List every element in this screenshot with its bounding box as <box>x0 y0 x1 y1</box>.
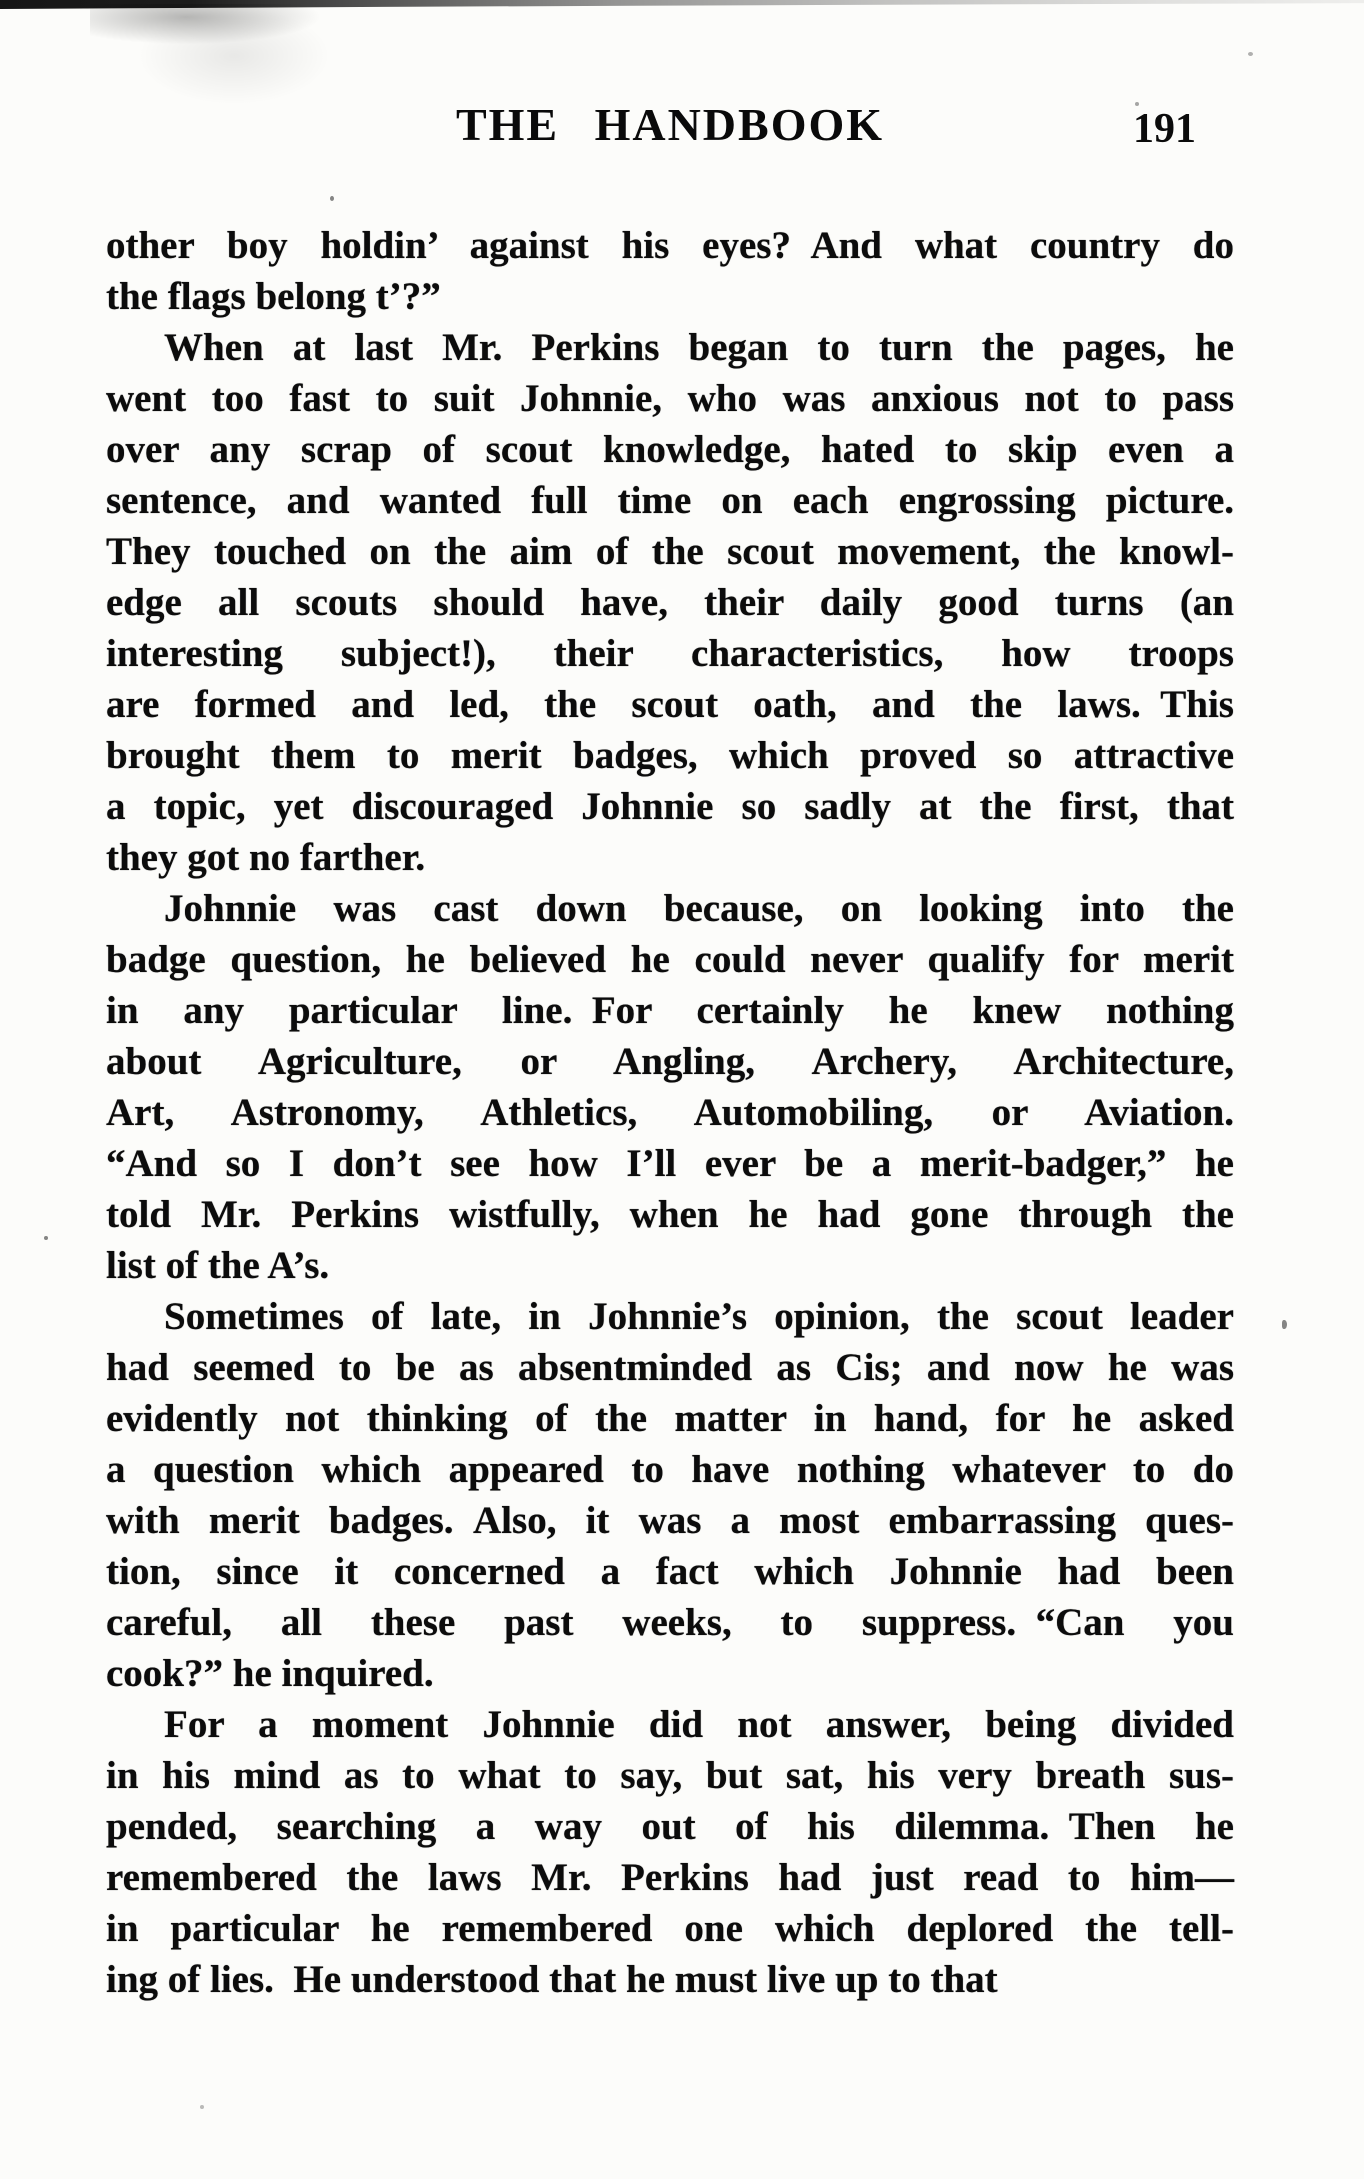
text-line: tion, since it concerned a fact which Johnnie had been <box>106 1550 1234 1593</box>
text-line: For a moment Johnnie did not answer, being divided <box>164 1703 1234 1746</box>
text-line: in particular he remembered one which deplored the tell- <box>106 1907 1234 1950</box>
text-line: with merit badges. Also, it was a most embarrassing ques- <box>106 1499 1234 1542</box>
text-line: remembered the laws Mr. Perkins had just read to him— <box>106 1856 1234 1899</box>
text-line: interesting subject!), their characteristics, how troops <box>106 632 1234 675</box>
text-line: told Mr. Perkins wistfully, when he had gone through the <box>106 1193 1234 1236</box>
paragraph <box>106 883 1234 1291</box>
text-line: are formed and led, the scout oath, and the laws. This <box>106 683 1234 726</box>
text-line: the flags belong t’?” <box>106 275 441 318</box>
text-line: They touched on the aim of the scout movement, the knowl- <box>106 530 1234 573</box>
text-line: Art, Astronomy, Athletics, Automobiling, or Aviation. <box>106 1091 1234 1134</box>
text-line: they got no farther. <box>106 836 426 879</box>
paragraph <box>106 220 1234 322</box>
text-line: ing of lies. He understood that he must live up to that <box>106 1958 998 2001</box>
paragraph <box>106 322 1234 883</box>
text-line: When at last Mr. Perkins began to turn the pages, he <box>164 326 1234 369</box>
running-header <box>106 98 1234 158</box>
text-line: Johnnie was cast down because, on looking into the <box>164 887 1234 930</box>
scan-speck <box>200 2105 204 2109</box>
text-line: sentence, and wanted full time on each engrossing picture. <box>106 479 1234 522</box>
text-line: pended, searching a way out of his dilemma. Then he <box>106 1805 1234 1848</box>
text-line: cook?” he inquired. <box>106 1652 434 1695</box>
text-line: a topic, yet discouraged Johnnie so sadly at the first, that <box>106 785 1234 828</box>
text-line: list of the A’s. <box>106 1244 330 1287</box>
page-number: 191 <box>1133 106 1196 152</box>
scan-artifact-top-edge <box>0 0 1364 9</box>
text-line: Sometimes of late, in Johnnie’s opinion, the scout leader <box>164 1295 1234 1338</box>
text-line: edge all scouts should have, their daily good turns (an <box>106 581 1234 624</box>
text-line: in his mind as to what to say, but sat, his very breath sus- <box>106 1754 1234 1797</box>
page-title: THE HANDBOOK <box>455 99 885 150</box>
scan-speck <box>1248 52 1253 56</box>
text-line: careful, all these past weeks, to suppress. “Can you <box>106 1601 1234 1644</box>
text-line: “And so I don’t see how I’ll ever be a merit-badger,” he <box>106 1142 1234 1185</box>
scan-speck <box>330 196 334 201</box>
scan-speck <box>1282 1320 1287 1329</box>
text-line: in any particular line. For certainly he knew nothing <box>106 989 1234 1032</box>
text-line: a question which appeared to have nothing whatever to do <box>106 1448 1234 1491</box>
page-body <box>106 220 1234 2005</box>
text-line: about Agriculture, or Angling, Archery, Architecture, <box>106 1040 1234 1083</box>
paragraph <box>106 1291 1234 1699</box>
text-line: over any scrap of scout knowledge, hated to skip even a <box>106 428 1234 471</box>
paragraph <box>106 1699 1234 2005</box>
scan-speck <box>44 1236 48 1240</box>
text-line: evidently not thinking of the matter in hand, for he asked <box>106 1397 1234 1440</box>
text-line: badge question, he believed he could never qualify for merit <box>106 938 1234 981</box>
text-line: brought them to merit badges, which proved so attractive <box>106 734 1234 777</box>
text-line: went too fast to suit Johnnie, who was anxious not to pass <box>106 377 1234 420</box>
text-line: had seemed to be as absentminded as Cis; and now he was <box>106 1346 1234 1389</box>
text-line: other boy holdin’ against his eyes? And what country do <box>106 224 1234 267</box>
